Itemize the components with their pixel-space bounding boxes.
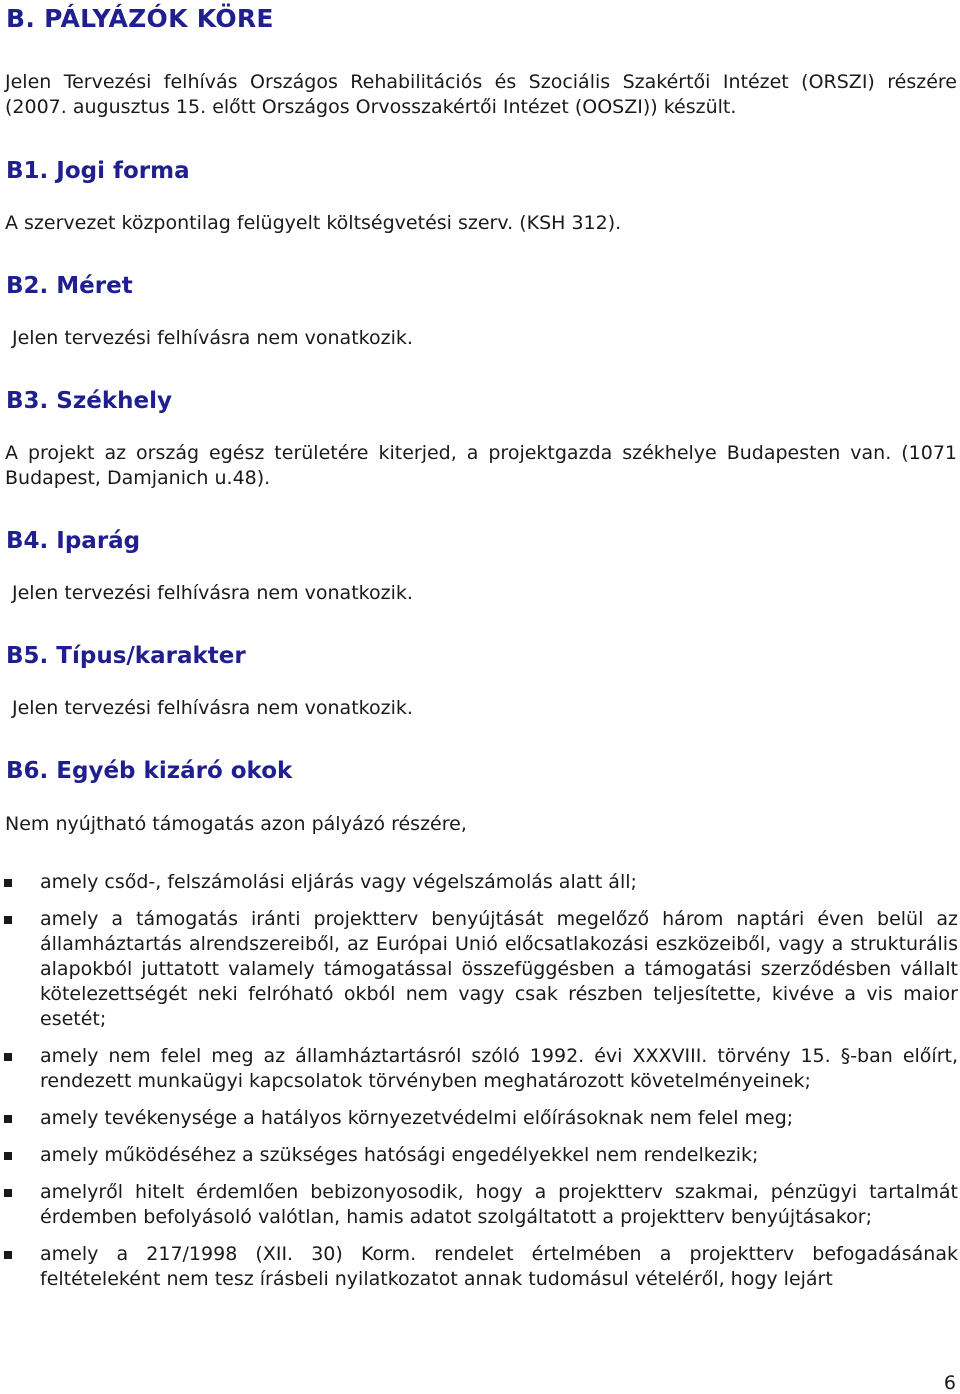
- intro-paragraph: Jelen Tervezési felhívás Országos Rehabilitációs és Szociális Szakértői Intézet (ORSZI) részére (2007. augusztus 15. előtt Országos Orvosszakértői Intézet (OOSZI)) készült.: [5, 71, 957, 118]
- list-item: amelyről hitelt érdemlően bebizonyosodik, hogy a projektterv szakmai, pénzügyi tartalmát érdemben befolyásoló valótlan, hamis adatot szolgáltatott a projektterv benyújtásakor;: [0, 1180, 958, 1230]
- heading-b3: B3. Székhely: [6, 388, 172, 414]
- section-title: B. PÁLYÁZÓK KÖRE: [6, 4, 274, 33]
- list-item: amely tevékenysége a hatályos környezetvédelmi előírásoknak nem felel meg;: [0, 1106, 958, 1131]
- heading-b5: B5. Típus/karakter: [6, 643, 246, 669]
- heading-b1: B1. Jogi forma: [6, 158, 190, 184]
- b5-text: Jelen tervezési felhívásra nem vonatkozik.: [12, 697, 413, 719]
- square-bullet-icon: [4, 916, 12, 924]
- heading-b4: B4. Iparág: [6, 528, 141, 554]
- list-item: amely nem felel meg az államháztartásról szóló 1992. évi XXXVIII. törvény 15. §-ban előírt, rendezett munkaügyi kapcsolatok törvényben meghatározott követelményeinek;: [0, 1044, 958, 1094]
- square-bullet-icon: [4, 1189, 12, 1197]
- heading-b6: B6. Egyéb kizáró okok: [6, 758, 293, 784]
- square-bullet-icon: [4, 1251, 12, 1259]
- b2-text: Jelen tervezési felhívásra nem vonatkozik.: [12, 327, 413, 349]
- exclusion-list: [0, 870, 960, 1304]
- list-item: amely a 217/1998 (XII. 30) Korm. rendelet értelmében a projektterv befogadásának feltételeként nem tesz írásbeli nyilatkozatot annak tudomásul vételéről, hogy lejárt: [0, 1242, 958, 1292]
- list-item: amely működéséhez a szükséges hatósági engedélyekkel nem rendelkezik;: [0, 1143, 958, 1168]
- b1-text: A szervezet központilag felügyelt költségvetési szerv. (KSH 312).: [5, 212, 622, 234]
- square-bullet-icon: [4, 1053, 12, 1061]
- square-bullet-icon: [4, 1115, 12, 1123]
- b3-text: A projekt az ország egész területére kiterjed, a projektgazda székhelye Budapesten van. (1071 Budapest, Damjanich u.48).: [5, 442, 957, 489]
- list-item: amely a támogatás iránti projektterv benyújtását megelőző három naptári éven belül az államháztartás alrendszereiből, az Európai Unió előcsatlakozási eszközeiből, vagy a strukturális alapokból juttatott valamely támogatással összefüggésben a támogatási szerződésben vállalt kötelezettségét neki felróható okból nem vagy csak részben teljesítette, kivéve a vis maior esetét;: [0, 907, 958, 1032]
- page-number: 6: [943, 1372, 956, 1394]
- square-bullet-icon: [4, 1152, 12, 1160]
- heading-b2: B2. Méret: [6, 273, 133, 299]
- square-bullet-icon: [4, 879, 12, 887]
- b4-text: Jelen tervezési felhívásra nem vonatkozik.: [12, 582, 413, 604]
- list-item: amely csőd-, felszámolási eljárás vagy végelszámolás alatt áll;: [0, 870, 958, 895]
- b6-text: Nem nyújtható támogatás azon pályázó részére,: [5, 813, 467, 835]
